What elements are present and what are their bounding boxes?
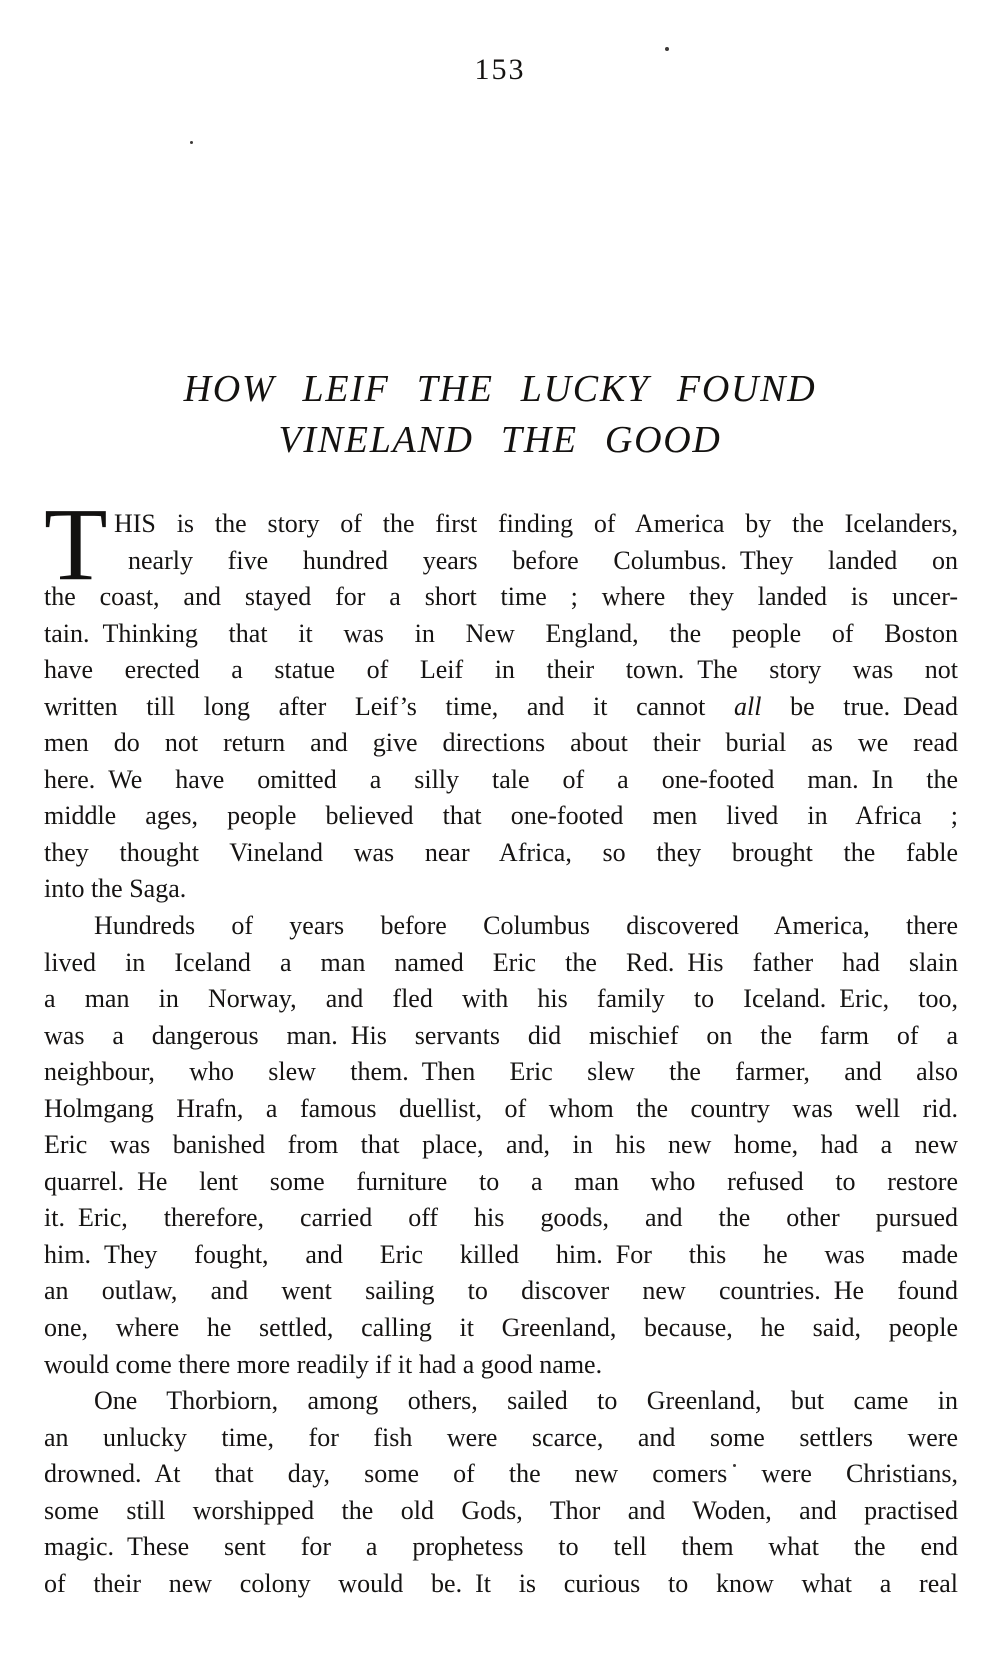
text-segment: be true. Dead	[761, 691, 958, 721]
text-segment: tain. Thinking that it was in New England, the people of Boston	[44, 618, 958, 648]
text-segment: have erected a statue of Leif in their town. The story was not	[44, 655, 958, 685]
italic-word: all	[734, 691, 762, 721]
text-line	[44, 543, 958, 580]
scan-speck	[665, 47, 669, 51]
text-segment: magic. These sent for a prophetess to tell them what the end	[44, 1532, 958, 1562]
text-segment: here. We have omitted a silly tale of a one-footed man. In the	[44, 764, 958, 794]
text-segment: Holmgang Hrafn, a famous duellist, of whom the country was well rid.	[44, 1093, 958, 1123]
chapter-title-line-2: VINELAND THE GOOD	[278, 419, 722, 461]
drop-cap: T	[44, 487, 108, 602]
text-line	[44, 579, 958, 616]
text-line	[44, 1127, 958, 1164]
text-segment: written till long after Leif’s time, and it cannot	[44, 691, 734, 721]
text-line	[44, 871, 958, 908]
text-line	[44, 1310, 958, 1347]
text-segment: Eric was banished from that place, and, in his new home, had a new	[44, 1130, 958, 1160]
text-segment: One Thorbiorn, among others, sailed to Greenland, but came in	[94, 1386, 958, 1416]
text-segment: HIS is the story of the first finding of America by the Icelanders,	[114, 509, 958, 538]
chapter-title-line-1: HOW LEIF THE LUCKY FOUND	[183, 368, 817, 410]
text-line	[44, 1383, 958, 1420]
text-segment: would come there more readily if it had a good name.	[44, 1349, 603, 1379]
text-segment: a man in Norway, and fled with his family to Iceland. Eric, too,	[44, 984, 958, 1014]
text-segment: of their new colony would be. It is curious to know what a real	[44, 1568, 958, 1598]
text-segment: was a dangerous man. His servants did mischief on the farm of a	[44, 1020, 958, 1050]
text-line	[44, 1493, 958, 1530]
text-line	[44, 762, 958, 799]
text-line	[44, 1200, 958, 1237]
text-segment: quarrel. He lent some furniture to a man who refused to restore	[44, 1166, 958, 1196]
text-line	[44, 1164, 958, 1201]
text-line	[44, 689, 958, 726]
text-line	[44, 1273, 958, 1310]
text-segment: drowned. At that day, some of the new comers were Christians,	[44, 1459, 958, 1489]
text-segment: into the Saga.	[44, 874, 187, 904]
text-line	[44, 1018, 958, 1055]
text-segment: it. Eric, therefore, carried off his goods, and the other pursued	[44, 1203, 958, 1233]
text-segment: an outlaw, and went sailing to discover new countries. He found	[44, 1276, 958, 1306]
page-number: 153	[474, 53, 526, 86]
scan-speck	[190, 141, 193, 144]
text-segment: nearly five hundred years before Columbus. They landed on	[128, 545, 958, 575]
text-line	[44, 1054, 958, 1091]
text-segment: neighbour, who slew them. Then Eric slew the farmer, and also	[44, 1057, 958, 1087]
text-line	[44, 1091, 958, 1128]
text-segment: they thought Vineland was near Africa, so they brought the fable	[44, 837, 958, 867]
text-line	[44, 506, 958, 543]
text-segment: the coast, and stayed for a short time ; where they landed is uncer-	[44, 582, 958, 612]
text-line	[44, 1420, 958, 1457]
text-line	[44, 908, 958, 945]
text-line	[44, 1456, 958, 1493]
text-line	[44, 1237, 958, 1274]
text-line	[44, 798, 958, 835]
text-line	[44, 725, 958, 762]
text-segment: Hundreds of years before Columbus discovered America, there	[94, 911, 958, 941]
text-segment: middle ages, people believed that one-footed men lived in Africa ;	[44, 801, 958, 831]
chapter-title	[0, 364, 1000, 466]
body-text	[44, 487, 958, 1602]
text-segment: some still worshipped the old Gods, Thor and Woden, and practised	[44, 1495, 958, 1525]
text-line	[44, 1529, 958, 1566]
text-line	[44, 616, 958, 653]
text-segment: one, where he settled, calling it Greenland, because, he said, people	[44, 1313, 958, 1343]
text-line	[44, 835, 958, 872]
text-segment: lived in Iceland a man named Eric the Red. His father had slain	[44, 947, 958, 977]
text-line	[44, 1566, 958, 1603]
text-segment: an unlucky time, for fish were scarce, and some settlers were	[44, 1422, 958, 1452]
text-line	[44, 1347, 958, 1384]
text-line	[44, 981, 958, 1018]
text-segment: men do not return and give directions about their burial as we read	[44, 728, 958, 758]
text-line	[44, 945, 958, 982]
text-line	[44, 652, 958, 689]
text-segment: him. They fought, and Eric killed him. For this he was made	[44, 1239, 958, 1269]
